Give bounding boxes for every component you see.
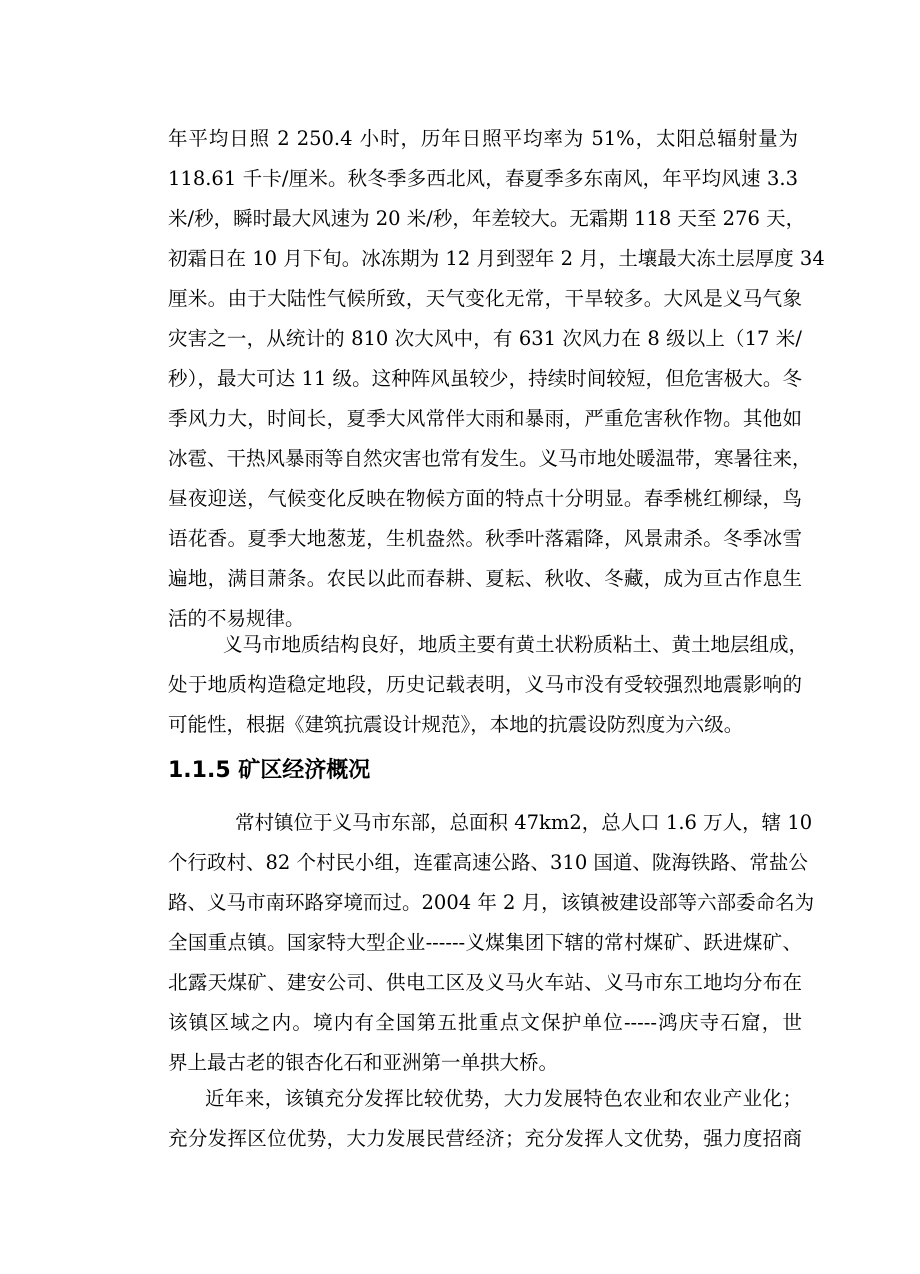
economy-line-1: 常村镇位于义马市东部，总面积 47km2，总人口 1.6 万人，辖 10 [235, 811, 813, 834]
climate-line-10: 昼夜迎送，气候变化反映在物候方面的特点十分明显。春季桃红柳绿，鸟 [168, 487, 802, 510]
climate-line-8: 季风力大，时间长，夏季大风常伴大雨和暴雨，严重危害秋作物。其他如 [168, 407, 802, 430]
climate-line-7: 秒），最大可达 11 级。这种阵风虽较少，持续时间较短，但危害极大。冬 [168, 367, 802, 390]
climate-line-6: 灾害之一，从统计的 810 次大风中，有 631 次风力在 8 级以上（17 米/ [168, 327, 802, 350]
section-heading: 1.1.5 矿区经济概况 [168, 758, 371, 783]
development-line-1: 近年来，该镇充分发挥比较优势，大力发展特色农业和农业产业化； [205, 1087, 802, 1110]
economy-line-5: 北露天煤矿、建安公司、供电工区及义马火车站、义马市东工地均分布在 [168, 971, 802, 994]
economy-line-2: 个行政村、82 个村民小组，连霍高速公路、310 国道、陇海铁路、常盐公 [168, 851, 808, 874]
climate-line-1: 年平均日照 2 250.4 小时，历年日照平均率为 51%，太阳总辐射量为 [168, 127, 798, 150]
climate-line-2: 118.61 千卡/厘米。秋冬季多西北风，春夏季多东南风，年平均风速 3.3 [168, 167, 798, 190]
economy-line-7: 界上最古老的银杏化石和亚洲第一单拱大桥。 [168, 1051, 559, 1074]
development-line-2: 充分发挥区位优势，大力发展民营经济；充分发挥人文优势，强力度招商 [168, 1127, 802, 1150]
geology-line-2: 处于地质构造稳定地段，历史记载表明，义马市没有受较强烈地震影响的 [168, 673, 802, 696]
climate-line-3: 米/秒，瞬时最大风速为 20 米/秒，年差较大。无霜期 118 天至 276 天， [168, 207, 806, 230]
climate-line-13: 活的不易规律。 [168, 607, 305, 630]
climate-line-4: 初霜日在 10 月下旬。冰冻期为 12 月到翌年 2 月，土壤最大冻土层厚度 34 [168, 247, 825, 270]
climate-line-5: 厘米。由于大陆性气候所致，天气变化无常，干旱较多。大风是义马气象 [168, 287, 802, 310]
geology-line-3: 可能性，根据《建筑抗震设计规范》，本地的抗震设防烈度为六级。 [168, 713, 744, 736]
climate-line-9: 冰雹、干热风暴雨等自然灾害也常有发生。义马市地处暖温带，寒暑往来， [168, 447, 812, 470]
economy-line-6: 该镇区域之内。境内有全国第五批重点文保护单位-----鸿庆寺石窟，世 [168, 1011, 802, 1034]
economy-line-3: 路、义马市南环路穿境而过。2004 年 2 月，该镇被建设部等六部委命名为 [168, 891, 815, 914]
economy-line-4: 全国重点镇。国家特大型企业------义煤集团下辖的常村煤矿、跃进煤矿、 [168, 931, 802, 954]
geology-line-1: 义马市地质结构良好，地质主要有黄土状粉质粘土、黄土地层组成， [223, 633, 809, 656]
climate-line-11: 语花香。夏季大地葱茏，生机盎然。秋季叶落霜降，风景肃杀。冬季冰雪 [168, 527, 802, 550]
climate-line-12: 遍地，满目萧条。农民以此而春耕、夏耘、秋收、冬藏，成为亘古作息生 [168, 567, 802, 590]
